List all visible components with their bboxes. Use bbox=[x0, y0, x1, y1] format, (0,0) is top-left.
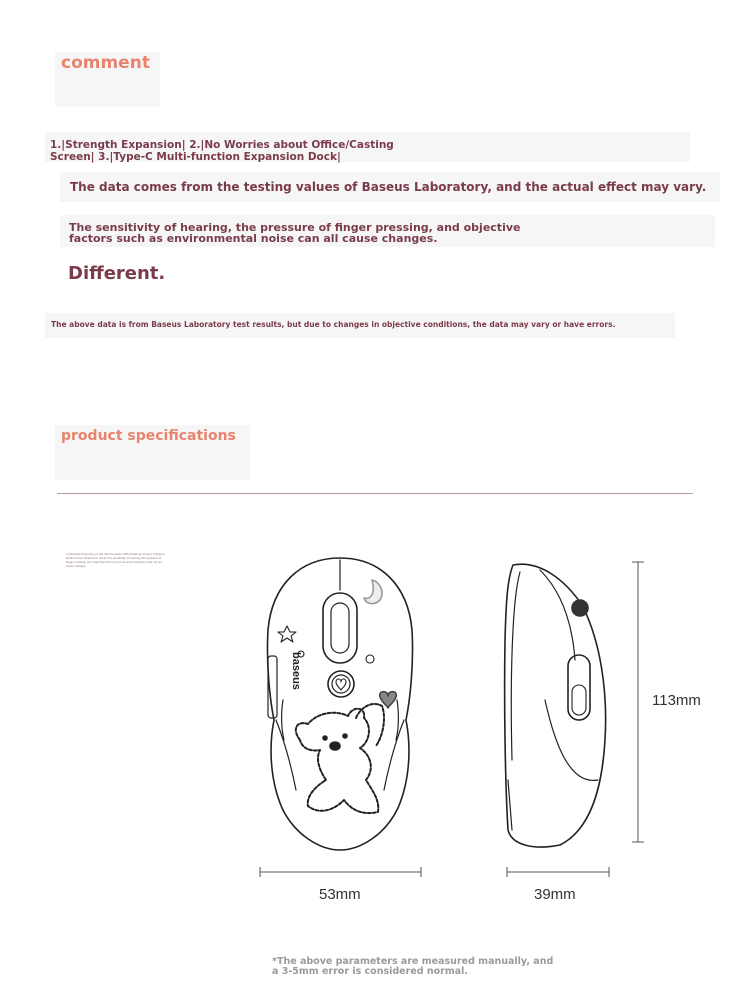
brand-logo bbox=[288, 652, 304, 712]
tiny-caption: 1.|Strength Expansion| 2.|No Worries about Office/Casting Screen| 3.|Type-C Multi-function Expansion Dock| The sensitivity of hearing, the pressure of finger pressing, and objective factors such as environmental noise can all cause changes. bbox=[66, 553, 165, 568]
width-dimension-line bbox=[260, 867, 421, 877]
comment-title: comment bbox=[61, 53, 150, 73]
section-divider bbox=[57, 493, 693, 494]
disclaimer-lab-results: The above data is from Baseus Laboratory test results, but due to changes in objective conditions, the data may vary or have errors. bbox=[51, 320, 616, 329]
measurement-note: *The above parameters are measured manually, and a 3-5mm error is considered normal. bbox=[272, 956, 554, 977]
width-label: 53mm bbox=[319, 886, 361, 903]
height-label: 113mm bbox=[652, 692, 701, 709]
depth-label: 39mm bbox=[534, 886, 576, 903]
depth-dimension-line bbox=[507, 867, 609, 877]
bear-doodle bbox=[296, 709, 378, 813]
disclaimer-sensitivity: The sensitivity of hearing, the pressure of finger pressing, and objective factors such as environmental noise can all cause changes. bbox=[69, 221, 521, 245]
spec-title: product specifications bbox=[61, 428, 236, 444]
brand-logo-text: baseus bbox=[290, 652, 302, 690]
disclaimer-lab-values: The data comes from the testing values of Baseus Laboratory, and the actual effect may vary. bbox=[70, 180, 707, 194]
features-text: 1.|Strength Expansion| 2.|No Worries about Office/Casting Screen| 3.|Type-C Multi-function Expansion Dock| bbox=[50, 139, 394, 163]
different-heading: Different. bbox=[68, 263, 166, 284]
mouse-spec-drawing bbox=[240, 550, 710, 885]
height-dimension-line bbox=[632, 562, 644, 842]
